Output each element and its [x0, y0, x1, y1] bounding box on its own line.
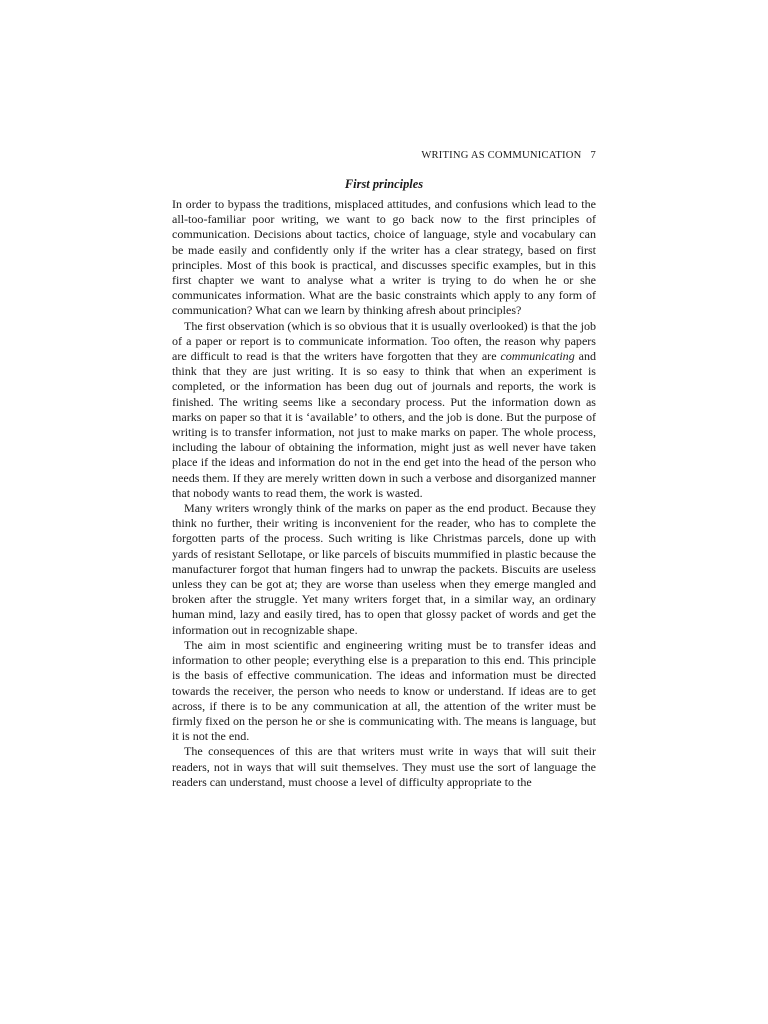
running-title: WRITING AS COMMUNICATION: [421, 150, 582, 161]
paragraph-2: [172, 319, 596, 501]
paragraph-2-part-2: and think that they are just writing. It is so easy to think that when an experiment is completed, or the information has been dug out of journals and reports, the work is finished. The writing seems like a secondary process. Put the information down as marks on paper so that it is ‘available’ to others, and the job is done. But the purpose of writing is to transfer information, not just to make marks on paper. The whole process, including the labour of obtaining the information, might just as well never have taken place if the ideas and information do not in the end get into the head of the person who needs them. If they are merely written down in such a verbose and disorganized manner that nobody wants to read them, the work is wasted.: [172, 349, 597, 500]
body-text: [172, 197, 596, 790]
paragraph-3: Many writers wrongly think of the marks on paper as the end product. Because they think no further, their writing is inconvenient for the reader, who has to complete the forgotten parts of the process. Such writing is like Christmas parcels, done up with yards of resistant Sellotape, or like parcels of biscuits mummified in plastic because the manufacturer forgot that human fingers had to unwrap the packets. Biscuits are useless unless they can be got at; they are worse than useless when they emerge mangled and broken after the struggle. Yet many writers forget that, in a similar way, an ordinary human mind, lazy and easily tired, has to open that glossy packet of words and get the information out in recognizable shape.: [172, 501, 596, 637]
paragraph-2-emphasis: communicating: [500, 349, 575, 364]
running-header: [172, 149, 596, 163]
paragraph-2-part-1: The first observation (which is so obvious that it is usually overlooked) is that the job of a paper or report is to communicate information. Too often, the reason why papers are difficult to read is that the writers have forgotten that they are: [172, 318, 596, 364]
paragraph-4: The aim in most scientific and engineering writing must be to transfer ideas and information to other people; everything else is a preparation to this end. This principle is the basis of effective communication. The ideas and information must be directed towards the receiver, the person who needs to know or understand. If ideas are to get across, if there is to be any communication at all, the attention of the writer must be firmly fixed on the person he or she is communicating with. The means is language, but it is not the end.: [172, 637, 596, 744]
page-number: 7: [590, 150, 596, 161]
paragraph-5: The consequences of this are that writers must write in ways that will suit their readers, not in ways that will suit themselves. They must use the sort of language the readers can understand, must choose a level of difficulty appropriate to the: [172, 744, 596, 789]
section-title: First principles: [344, 177, 424, 191]
paragraph-1: In order to bypass the traditions, misplaced attitudes, and confusions which lead to the all-too-familiar poor writing, we want to go back now to the first principles of communication. Decisions about tactics, choice of language, style and vocabulary can be made easily and confidently only if the writer has a clear strategy, based on first principles. Most of this book is practical, and discusses specific examples, but in this first chapter we want to analyse what a writer is trying to do when he or she communicates information. What are the basic constraints which apply to any form of communication? What can we learn by thinking afresh about principles?: [172, 197, 596, 318]
